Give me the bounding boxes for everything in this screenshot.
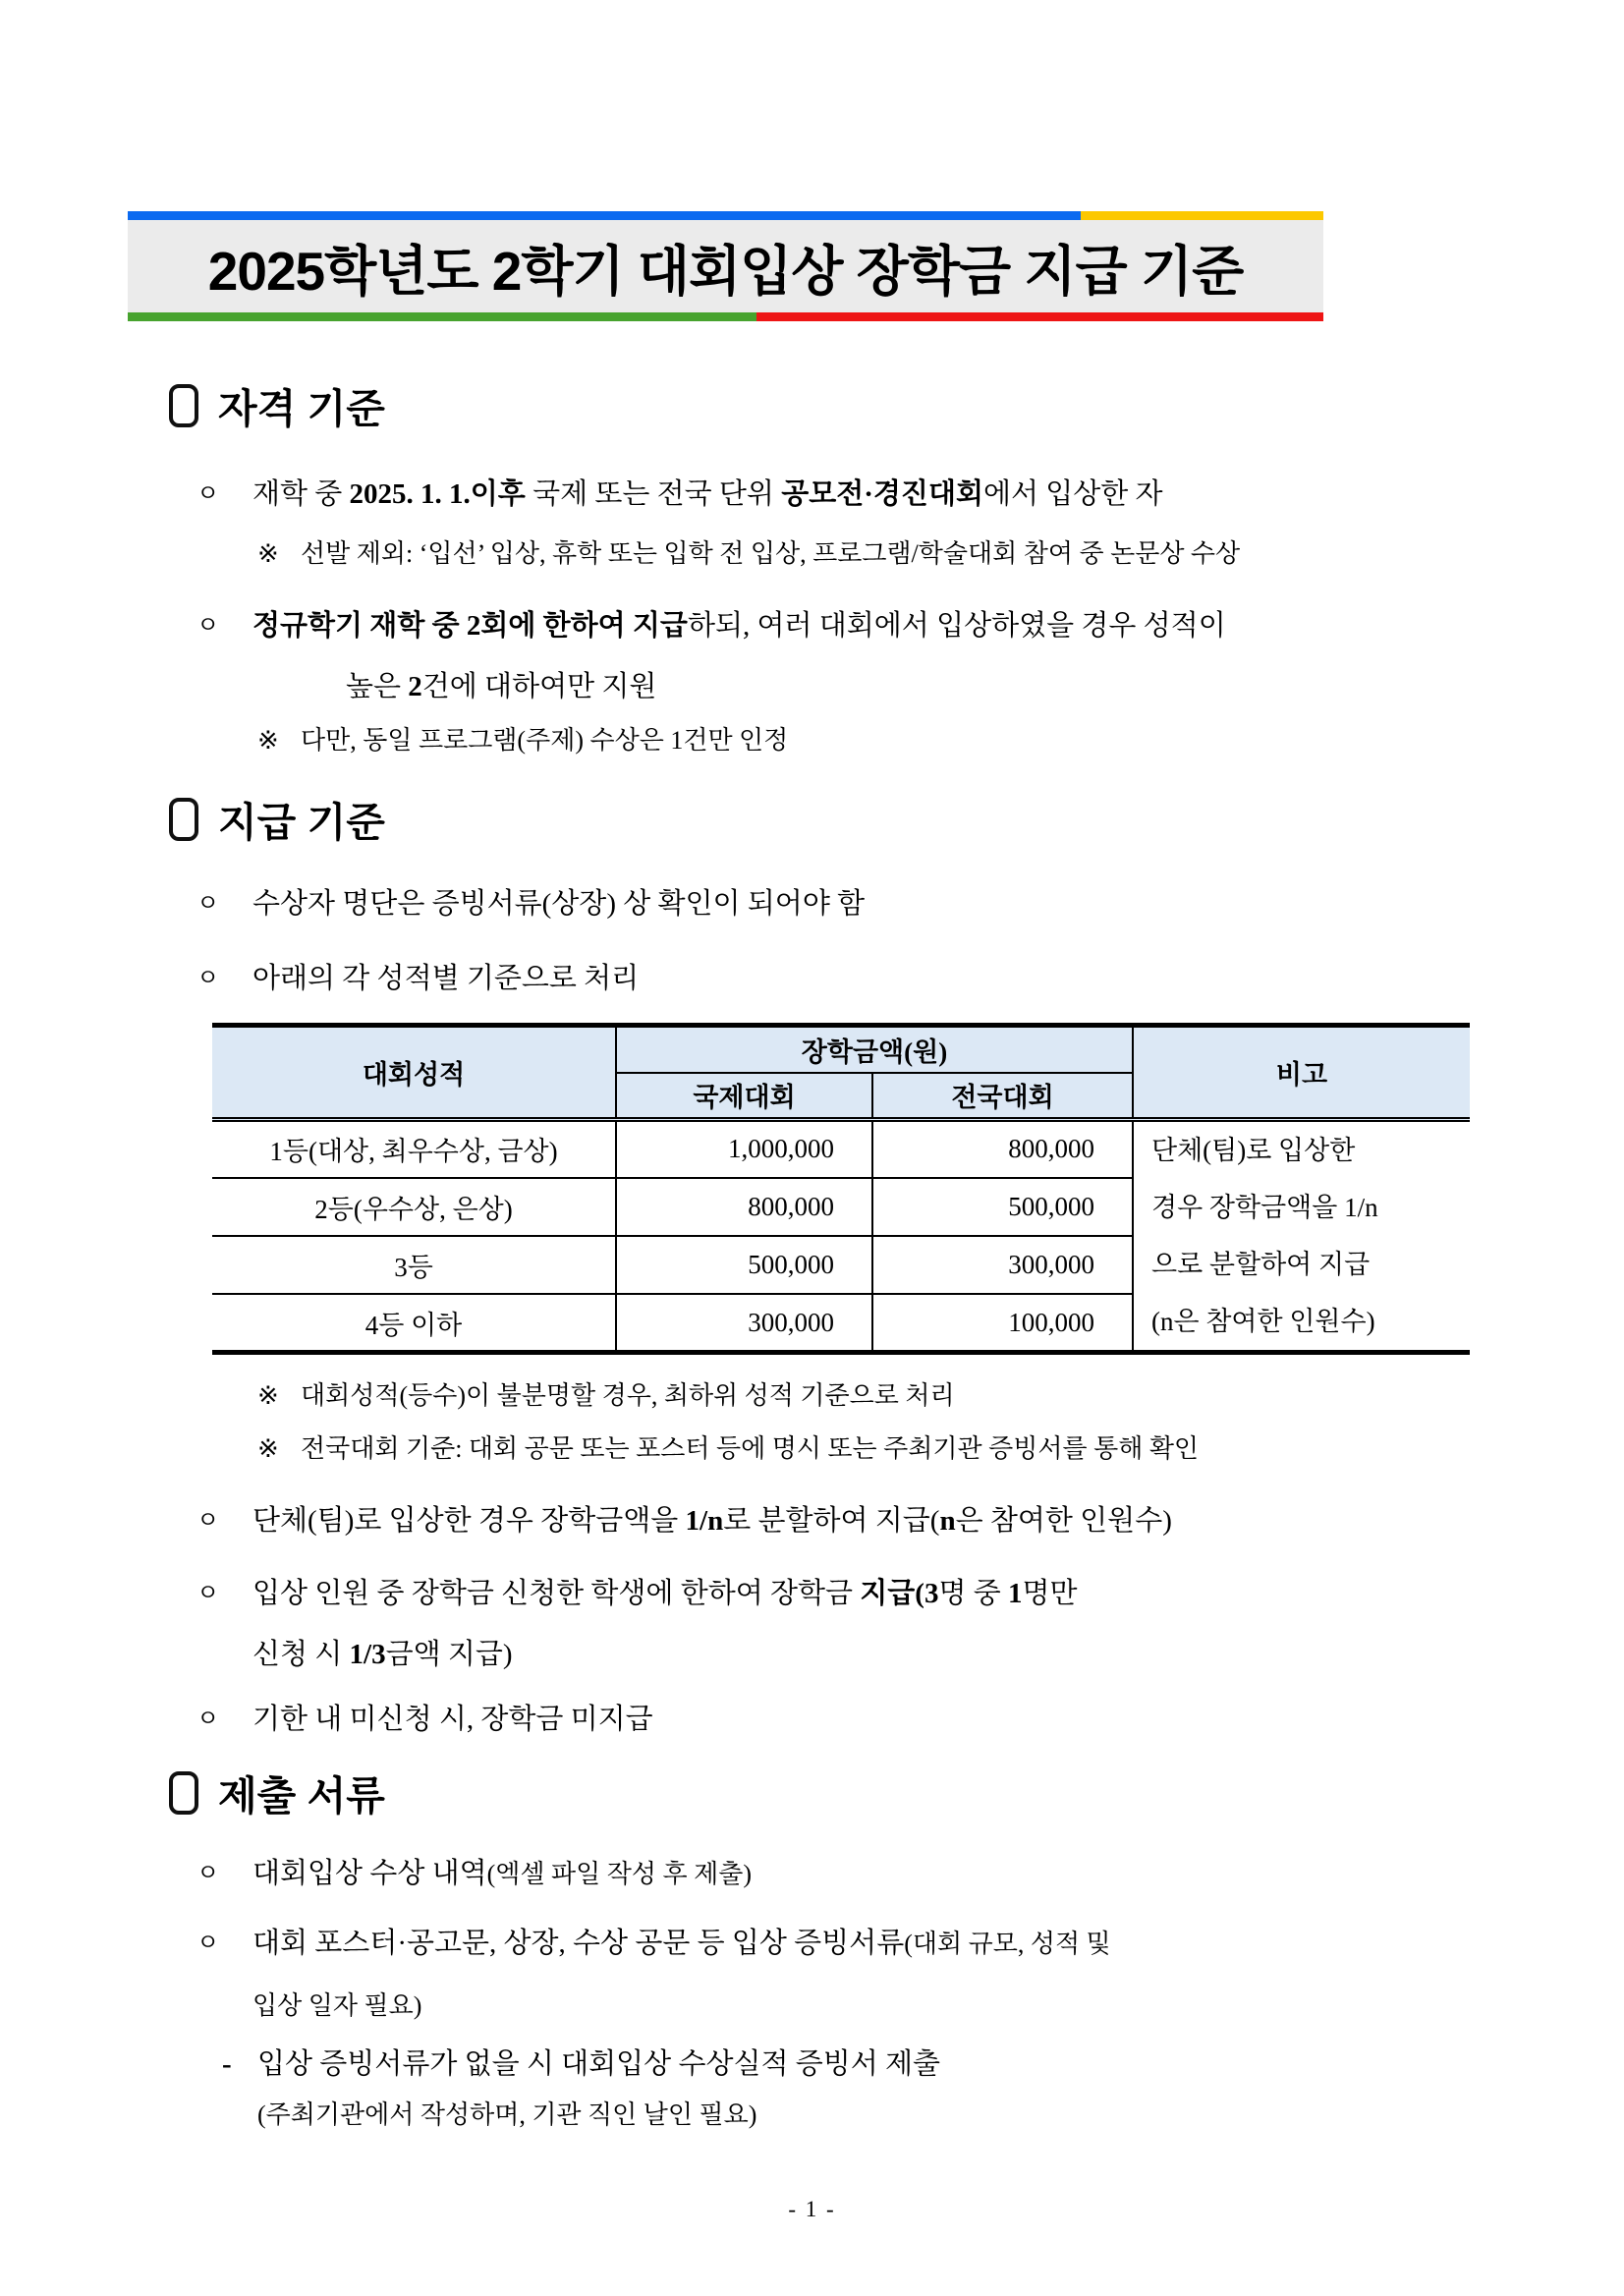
bullet-marker: ㅇ <box>196 966 220 991</box>
text-segment: 국제 또는 전국 단위 <box>525 478 782 510</box>
table-cell-natl-amount: 100,000 <box>872 1294 1133 1352</box>
text-line: 수상자 명단은 증빙서류(상장) 상 확인이 되어야 함 <box>252 888 866 920</box>
note-item <box>257 1374 1479 1418</box>
text-segment: 명 중 <box>938 1578 1008 1609</box>
note-item <box>257 719 1479 762</box>
text-segment: 대회입상 수상 내역 <box>252 1858 487 1889</box>
table-header-rank: 대회성적 <box>212 1026 616 1120</box>
banner-bottom-bar-red-segment <box>756 312 1323 321</box>
table-header-national: 전국대회 <box>872 1073 1133 1120</box>
text-segment-bold: 2025. 1. 1.이후 <box>349 478 526 510</box>
bullet-marker: ㅇ <box>196 481 220 507</box>
table-header-international: 국제대회 <box>616 1073 872 1120</box>
note-text: 선발 제외: ‘입선’ 입상, 휴학 또는 입학 전 입상, 프로그램/학술대회 참여 중 논문상 수상 <box>301 539 1241 568</box>
banner-bottom-bar-green-segment <box>128 312 756 321</box>
text-segment-bold: 1 <box>1008 1578 1023 1609</box>
dash-marker: - <box>222 2048 232 2080</box>
bullet-marker: ㅇ <box>196 1707 220 1732</box>
text-line <box>252 1913 1479 1975</box>
title-banner <box>128 211 1323 321</box>
table-cell-intl-amount: 300,000 <box>616 1294 872 1352</box>
note-text: 대회성적(등수)이 불분명할 경우, 최하위 성적 기준으로 처리 <box>301 1381 955 1410</box>
text-segment: 에서 입상한 자 <box>982 478 1163 510</box>
text-segment-bold: 1/3 <box>349 1639 386 1670</box>
banner-bottom-bar <box>128 312 1323 321</box>
table-cell-rank: 1등(대상, 최우수상, 금상) <box>212 1120 616 1178</box>
text-segment: 높은 <box>346 671 409 702</box>
table-cell-rank: 3등 <box>212 1236 616 1294</box>
bullet-item <box>196 1689 1479 1750</box>
bullet-marker: ㅇ <box>196 1931 220 1956</box>
text-line <box>252 1563 1479 1624</box>
bullet-item <box>196 464 1479 525</box>
bullet-item <box>196 1490 1479 1551</box>
section-heading-qualification <box>169 376 1624 434</box>
text-segment-small: (엑셀 파일 작성 후 제출) <box>486 1860 752 1888</box>
banner-top-bar <box>128 211 1323 220</box>
text-segment: 대회 포스터·공고문, 상장, 수상 공문 등 입상 증빙서류 <box>252 1928 905 1959</box>
bullet-marker: ㅇ <box>196 613 220 639</box>
text-segment: 건에 대하여만 지원 <box>421 671 657 702</box>
text-line <box>252 1490 1479 1551</box>
section-heading-payment <box>169 790 1624 848</box>
bullet-text <box>252 948 1479 1009</box>
bullet-item <box>196 873 1479 934</box>
bullet-marker: ㅇ <box>196 891 220 917</box>
note-item <box>257 1428 1479 1471</box>
text-segment: 은 참여한 인원수) <box>955 1505 1172 1537</box>
bullet-item <box>196 1843 1479 1905</box>
text-line: 아래의 각 성적별 기준으로 처리 <box>252 963 640 994</box>
text-segment-small: (대회 규모, 성적 및 <box>904 1930 1111 1958</box>
text-line: 기한 내 미신청 시, 장학금 미지급 <box>252 1704 653 1735</box>
section-box-icon <box>169 384 198 427</box>
section-box-icon <box>169 1771 198 1815</box>
table-cell-natl-amount: 500,000 <box>872 1178 1133 1236</box>
text-segment: 신청 시 <box>252 1639 350 1670</box>
text-segment-bold: 정규학기 재학 중 2회에 한하여 지급 <box>252 610 688 642</box>
bullet-item <box>196 595 1479 717</box>
bullet-marker: ㅇ <box>196 1581 220 1606</box>
text-segment: 단체(팀)로 입상한 경우 장학금액을 <box>252 1505 686 1537</box>
reference-mark-icon: ※ <box>257 539 279 568</box>
table-cell-intl-amount: 800,000 <box>616 1178 872 1236</box>
bullet-text <box>252 1563 1479 1685</box>
remark-line: (n은 참여한 인원수) <box>1151 1307 1375 1336</box>
bullet-text <box>252 595 1479 717</box>
table-header-amount-group: 장학금액(원) <box>616 1026 1133 1073</box>
table-cell-remark <box>1133 1120 1470 1353</box>
text-segment: 입상 인원 중 장학금 신청한 학생에 한하여 장학금 <box>252 1578 861 1609</box>
text-segment-bold: 2 <box>408 671 422 702</box>
note-text: 다만, 동일 프로그램(주제) 수상은 1건만 인정 <box>301 726 789 755</box>
section-heading-label: 제출 서류 <box>218 1773 385 1819</box>
text-line <box>252 595 1479 656</box>
reference-mark-icon: ※ <box>257 1434 279 1463</box>
bullet-text <box>252 1843 1479 1905</box>
sub-bullet-item <box>222 2037 1479 2092</box>
section-heading-documents <box>169 1764 1624 1821</box>
bullet-text <box>252 1913 1479 2037</box>
text-segment-bold: 공모전·경진대회 <box>781 478 983 510</box>
text-segment-bold: 지급(3 <box>860 1578 939 1609</box>
text-line <box>346 656 1479 717</box>
table-cell-rank: 4등 이하 <box>212 1294 616 1352</box>
text-segment: 금액 지급) <box>385 1639 513 1670</box>
bullet-text <box>252 464 1479 525</box>
reference-mark-icon: ※ <box>257 1381 279 1410</box>
table-cell-intl-amount: 1,000,000 <box>616 1120 872 1178</box>
document-title: 2025학년도 2학기 대회입상 장학금 지급 기준 <box>128 220 1323 312</box>
note-item <box>257 532 1479 576</box>
section-heading-label: 자격 기준 <box>218 386 385 431</box>
bullet-item <box>196 1913 1479 2037</box>
text-line <box>252 1843 1479 1905</box>
text-line <box>252 1975 1479 2037</box>
text-line <box>252 1624 1479 1685</box>
parenthetical-note: (주최기관에서 작성하며, 기관 직인 날인 필요) <box>257 2100 757 2129</box>
table-cell-intl-amount: 500,000 <box>616 1236 872 1294</box>
text-segment-bold: n <box>939 1505 956 1537</box>
banner-top-bar-blue-segment <box>128 211 1081 220</box>
sub-bullet-text: 입상 증빙서류가 없을 시 대회입상 수상실적 증빙서 제출 <box>257 2048 941 2080</box>
bullet-item <box>196 1563 1479 1685</box>
remark-line: 단체(팀)로 입상한 <box>1151 1136 1356 1165</box>
table-header-remark: 비고 <box>1133 1026 1470 1120</box>
bullet-text <box>252 1490 1479 1551</box>
page-number: - 1 - <box>788 2197 836 2221</box>
bullet-text <box>252 873 1479 934</box>
table-cell-natl-amount: 800,000 <box>872 1120 1133 1178</box>
scholarship-amount-table <box>212 1023 1470 1355</box>
bullet-item <box>196 948 1479 1009</box>
section-box-icon <box>169 798 198 841</box>
table-cell-natl-amount: 300,000 <box>872 1236 1133 1294</box>
banner-top-bar-yellow-segment <box>1081 211 1323 220</box>
remark-line: 경우 장학금액을 1/n <box>1151 1193 1378 1222</box>
bullet-marker: ㅇ <box>196 1861 220 1886</box>
bullet-text <box>252 1689 1479 1750</box>
section-heading-label: 지급 기준 <box>218 800 385 845</box>
text-line <box>252 464 1479 525</box>
text-segment-small: 입상 일자 필요) <box>252 1991 422 2020</box>
text-segment: 로 분할하여 지급( <box>723 1505 940 1537</box>
text-segment: 명만 <box>1022 1578 1078 1609</box>
table-cell-rank: 2등(우수상, 은상) <box>212 1178 616 1236</box>
text-segment: 하되, 여러 대회에서 입상하였을 경우 성적이 <box>687 610 1226 642</box>
reference-mark-icon: ※ <box>257 726 279 755</box>
note-text: 전국대회 기준: 대회 공문 또는 포스터 등에 명시 또는 주최기관 증빙서를 통해 확인 <box>301 1434 1200 1463</box>
remark-line: 으로 분할하여 지급 <box>1151 1250 1371 1279</box>
bullet-marker: ㅇ <box>196 1508 220 1534</box>
text-segment: 재학 중 <box>252 478 350 510</box>
text-segment-bold: 1/n <box>685 1505 724 1537</box>
